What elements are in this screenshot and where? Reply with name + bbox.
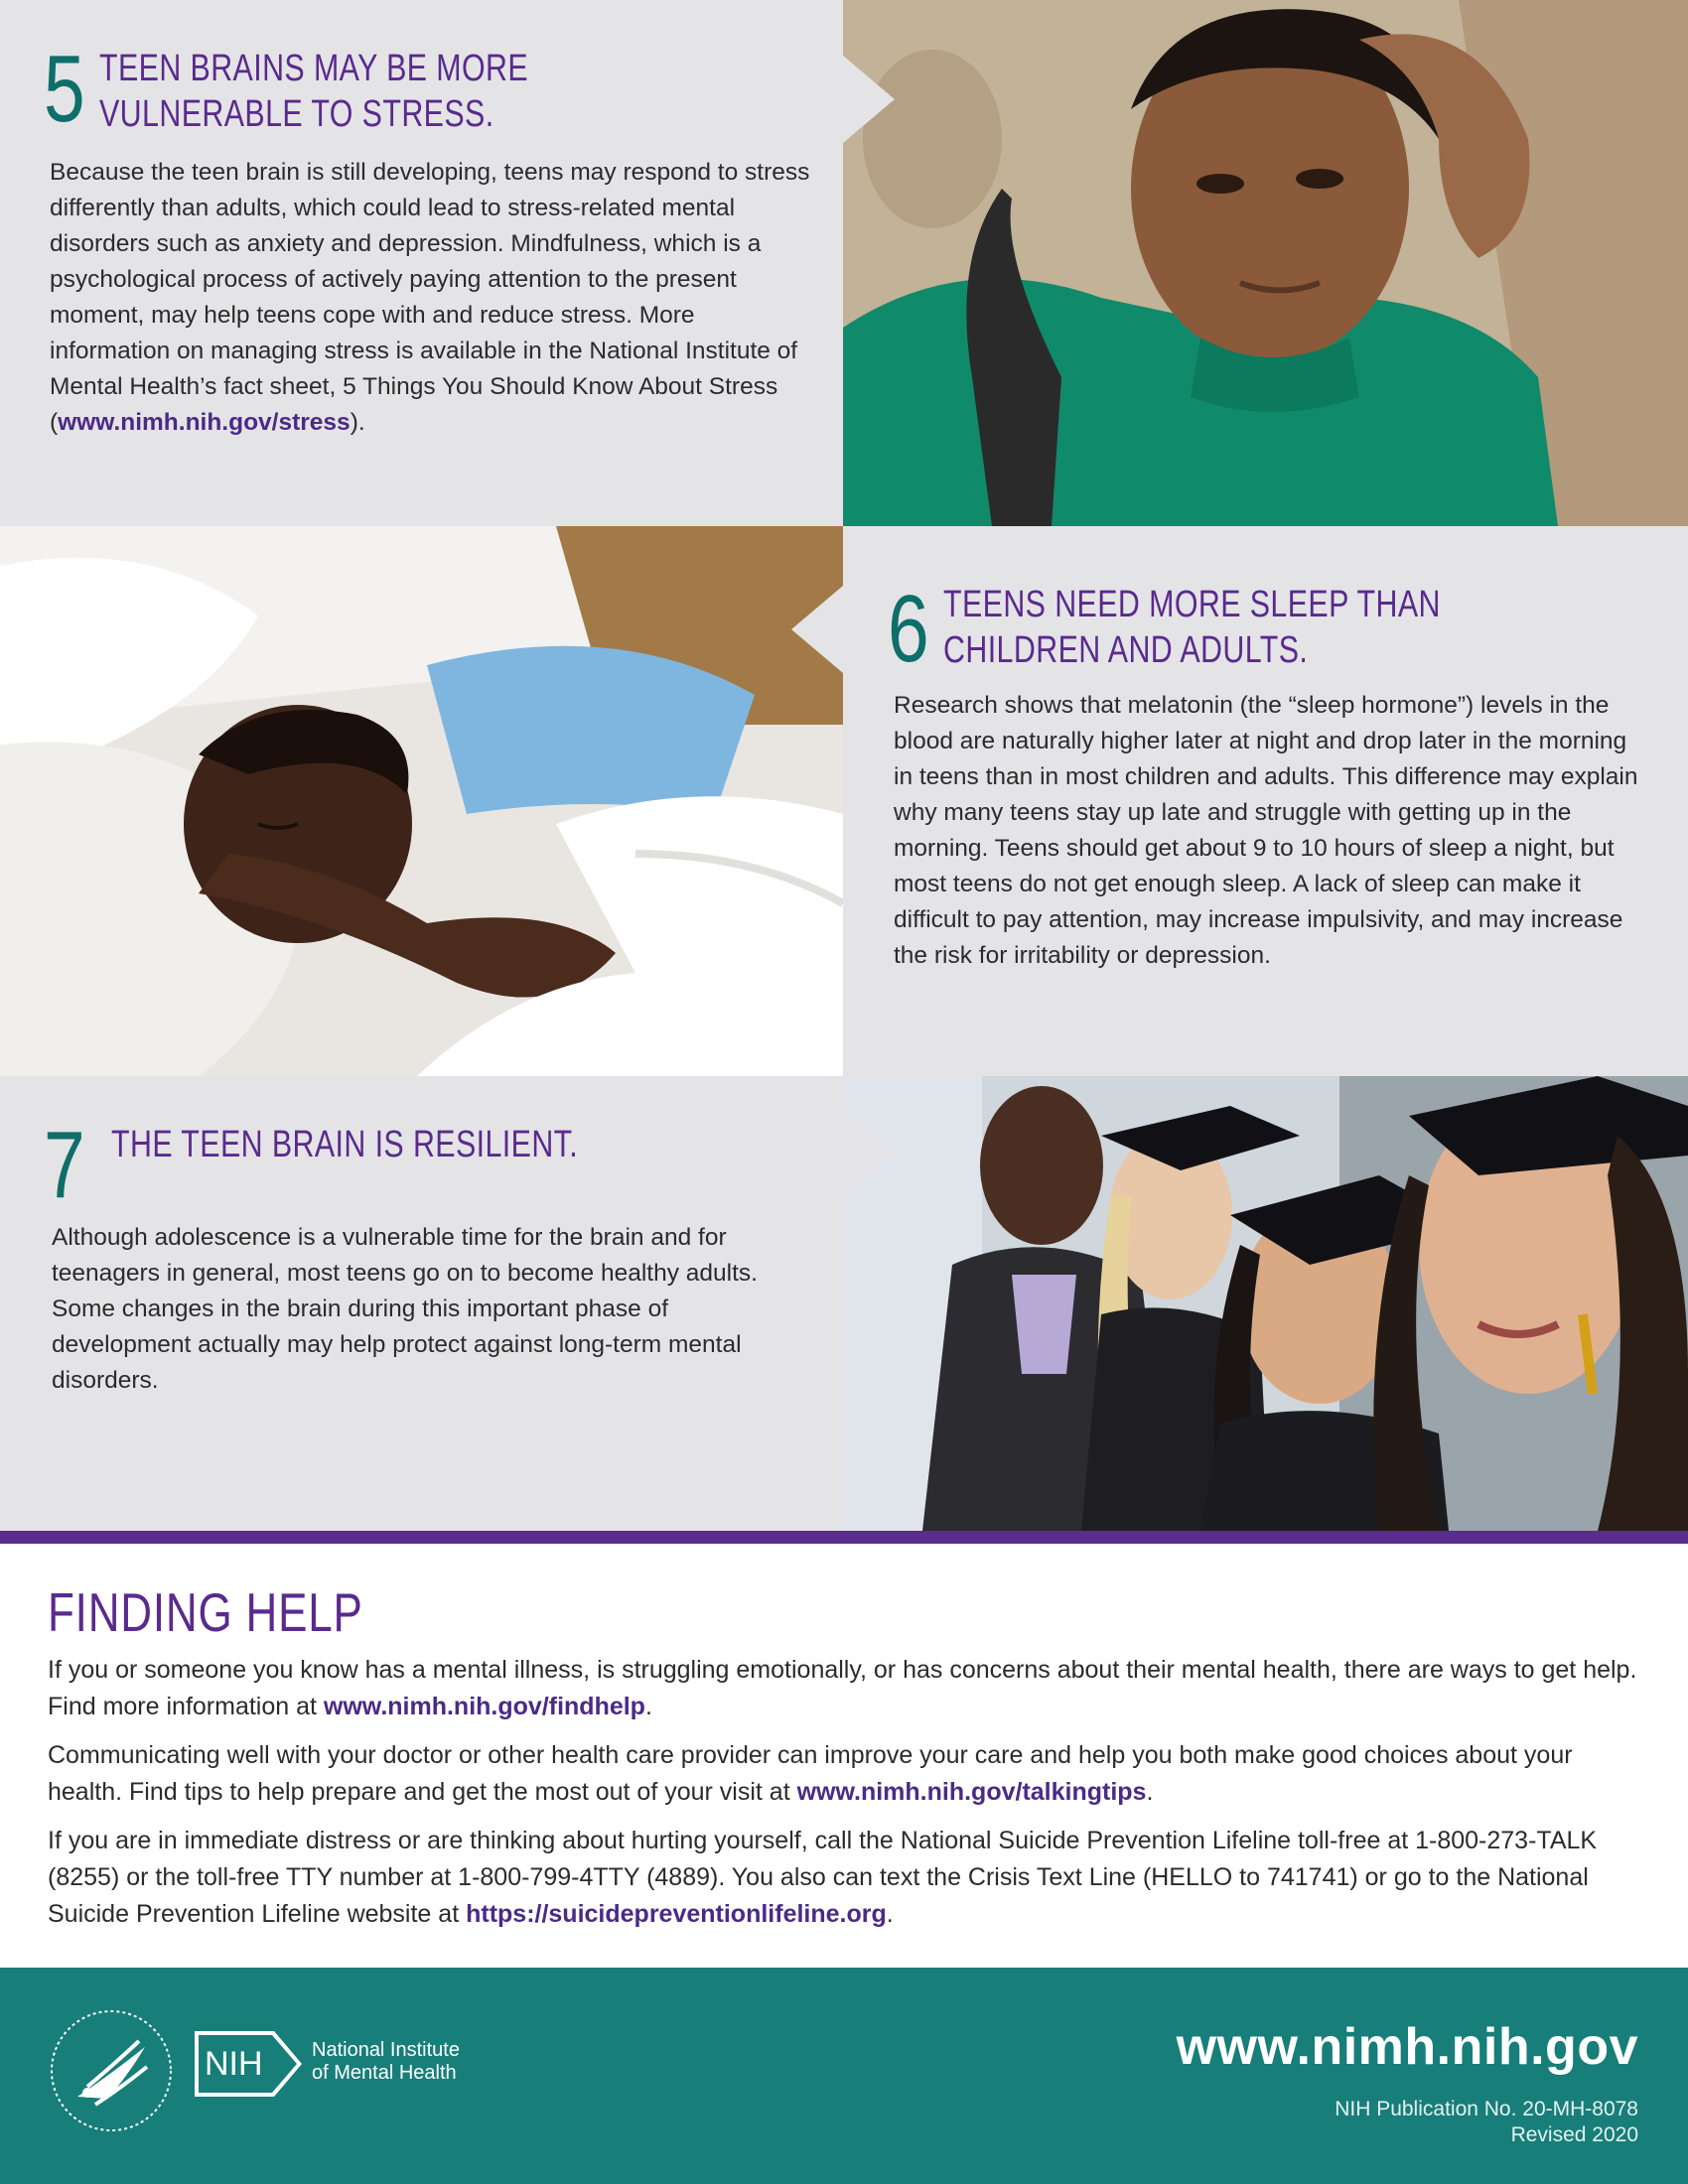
- institute-name-line2: of Mental Health: [312, 2062, 457, 2084]
- footer: [0, 1968, 1688, 2184]
- section-5-body-text: Because the teen brain is still developing, teens may respond to stress differently than adults, which could lead to stress-related mental disorders such as anxiety and depression. Mindfulness, which is a psychological process of actively paying attention to the present moment, may help teens cope with and reduce stress. More information on managing stress is available in the National Institute of Mental Health’s fact sheet, 5 Things You Should Know About Stress (: [50, 159, 810, 436]
- footer-url[interactable]: www.nimh.nih.gov: [1176, 2018, 1638, 2076]
- nih-logo-text: NIH: [205, 2045, 263, 2083]
- section-5-body-end: ).: [350, 409, 365, 436]
- lifeline-link[interactable]: https://suicidepreventionlifeline.org: [466, 1900, 887, 1928]
- stressed-teen-photo: [843, 0, 1688, 526]
- graduates-photo: [843, 1076, 1688, 1531]
- finding-help-p1-end: .: [644, 1693, 652, 1720]
- section-7-heading: [111, 1122, 578, 1167]
- section-5-pointer: [843, 56, 895, 143]
- section-divider: [0, 1531, 1688, 1544]
- finding-help-p2-end: .: [1146, 1778, 1154, 1806]
- institute-name-line1: National Institute: [312, 2039, 460, 2061]
- section-6-heading: [943, 582, 1441, 673]
- section-7-pointer: [843, 1110, 895, 1197]
- stress-link[interactable]: www.nimh.nih.gov/stress: [58, 409, 351, 436]
- section-7-body: Although adolescence is a vulnerable time for the brain and for teenagers in general, most teens go on to become healthy adults. Some changes in the brain during this important phase of development actually may help protect against long-term mental disorders.: [52, 1224, 758, 1394]
- section-7-heading-line1: THE TEEN BRAIN IS RESILIENT.: [111, 1124, 579, 1165]
- section-6-number: 6: [888, 576, 929, 682]
- finding-help-p2-text: Communicating well with your doctor or other health care provider can improve your care and help you both make good choices about your health. Find tips to help prepare and get the most out of your visit at: [48, 1741, 1573, 1806]
- section-5-number: 5: [44, 36, 85, 142]
- hhs-seal-icon: [48, 2007, 175, 2134]
- finding-help-title: FINDING HELP: [48, 1581, 363, 1643]
- finding-help-paragraph-3: [48, 1823, 1646, 1933]
- revised-date: Revised 2020: [1510, 2123, 1638, 2146]
- finding-help-paragraph-2: [48, 1737, 1646, 1811]
- sleeping-teen-photo: [0, 526, 843, 1076]
- section-6-pointer: [791, 586, 843, 673]
- finding-help-paragraph-1: [48, 1652, 1646, 1725]
- section-6-heading-line2: CHILDREN AND ADULTS.: [943, 629, 1309, 671]
- section-5-heading-line1: TEEN BRAINS MAY BE MORE: [99, 48, 529, 89]
- publication-info: [1335, 2097, 1638, 2148]
- publication-number: NIH Publication No. 20-MH-8078: [1335, 2098, 1638, 2120]
- section-7-number: 7: [44, 1112, 85, 1218]
- finding-help-p3-end: .: [886, 1900, 894, 1928]
- talkingtips-link[interactable]: www.nimh.nih.gov/talkingtips: [796, 1778, 1147, 1806]
- nih-logo: [195, 2031, 302, 2097]
- finding-help-p1-text: If you or someone you know has a mental illness, is struggling emotionally, or has concerns about their mental health, there are ways to get help. Find more information at: [48, 1656, 1637, 1720]
- section-6-heading-line1: TEENS NEED MORE SLEEP THAN: [943, 584, 1441, 625]
- section-5-heading: [99, 46, 528, 137]
- section-5-heading-line2: VULNERABLE TO STRESS.: [99, 93, 494, 135]
- section-5-body: [50, 155, 810, 441]
- findhelp-link[interactable]: www.nimh.nih.gov/findhelp: [323, 1693, 645, 1720]
- finding-help-p3-text: If you are in immediate distress or are thinking about hurting yourself, call the National Suicide Prevention Lifeline toll-free at 1-800-273-TALK (8255) or the toll-free TTY number at 1-800-799-4TTY (4889). You also can text the Crisis Text Line (HELLO to 741741) or go to the National Suicide Prevention Lifeline website at: [48, 1827, 1598, 1928]
- section-6-body: Research shows that melatonin (the “sleep hormone”) levels in the blood are naturally higher later at night and drop later in the morning in teens than in most children and adults. This difference may explain why many teens stay up late and struggle with getting up in the morning. Teens should get about 9 to 10 hours of sleep a night, but most teens do not get enough sleep. A lack of sleep can make it difficult to pay attention, may increase impulsivity, and may increase the risk for irritability or depression.: [894, 692, 1638, 969]
- institute-name: [312, 2039, 460, 2085]
